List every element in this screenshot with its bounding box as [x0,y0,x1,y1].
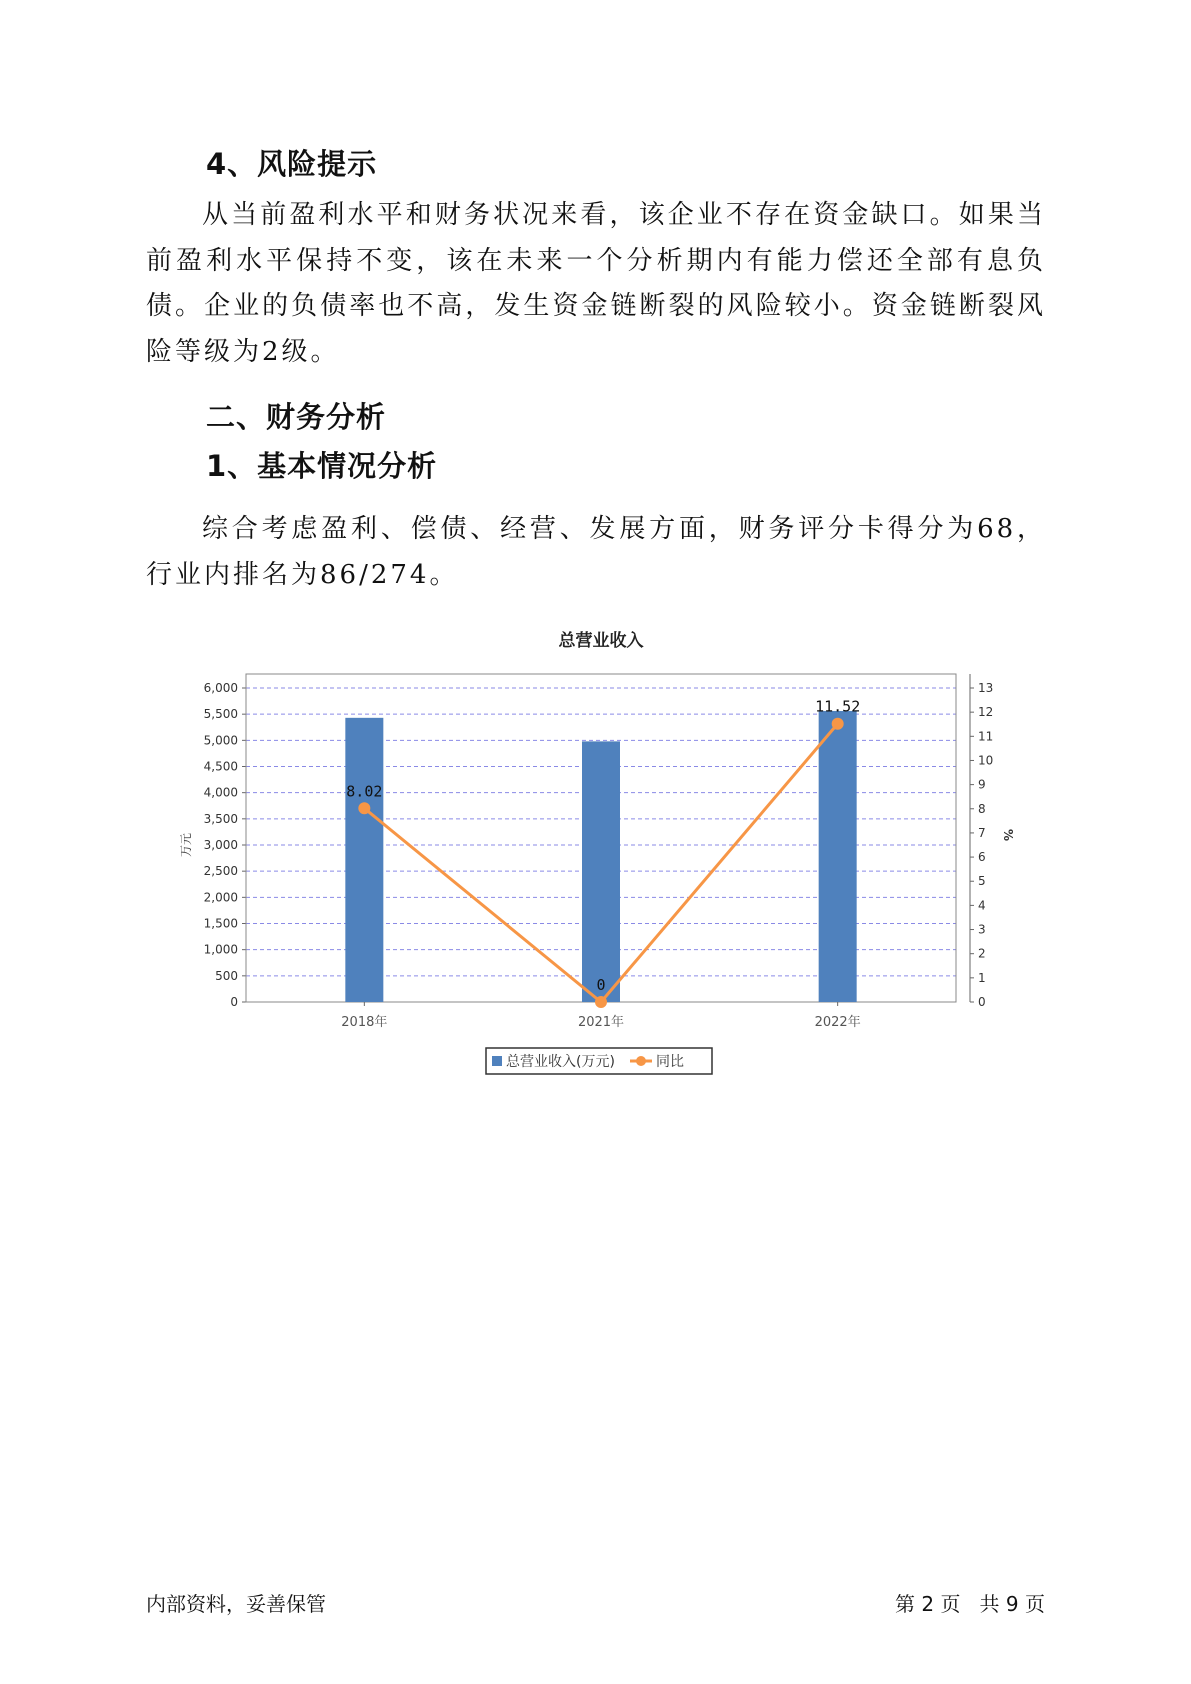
y-tick-label: 0 [230,995,238,1009]
legend-line-marker [636,1056,646,1066]
risk-paragraph: 从当前盈利水平和财务状况来看，该企业不存在资金缺口。如果当前盈利水平保持不变，该在未来一个分析期内有能力偿还全部有息负债。企业的负债率也不高，发生资金链断裂的风险较小。资金链断裂风险等级为2级。 [146,200,1046,367]
y-tick-label: 3,500 [203,811,238,826]
y-tick-label: 4,000 [203,785,238,800]
yoy-point [832,718,844,730]
footer-page-number: 第 2 页 共 9 页 [895,1592,1045,1616]
y-tick-label: 6,000 [203,681,238,695]
y-right-axis-title: % [1001,828,1015,842]
legend-line-label: 同比 [656,1054,684,1070]
y-axis-title: 万元 [179,832,193,858]
risk-heading: 4、风险提示 [206,147,378,181]
y-tick-label: 4,500 [203,759,238,774]
x-tick-label: 2018年 [341,1015,388,1030]
y-right-tick-label: 4 [978,898,986,913]
y-right-tick-label: 7 [978,825,986,840]
yoy-point [358,802,370,814]
y-right-tick-label: 11 [978,729,994,744]
legend-bar-swatch [492,1056,502,1066]
y-tick-label: 1,000 [203,942,238,957]
y-tick-label: 5,000 [203,733,238,748]
y-right-tick-label: 8 [978,801,986,816]
revenue-bar [345,718,383,1002]
y-right-tick-label: 13 [978,681,994,695]
y-right-tick-label: 3 [978,922,986,937]
x-tick-label: 2022年 [814,1015,861,1030]
y-tick-label: 1,500 [203,916,238,931]
y-tick-label: 2,000 [203,890,238,905]
score-paragraph: 综合考虑盈利、偿债、经营、发展方面，财务评分卡得分为68，行业内排名为86/274。 [146,514,1046,590]
yoy-data-label: 11.52 [815,697,861,716]
finance-heading: 二、财务分析 [206,400,387,434]
y-right-tick-label: 5 [978,874,986,889]
y-right-tick-label: 9 [978,777,986,792]
y-right-tick-label: 2 [978,946,986,961]
y-right-tick-label: 10 [978,753,994,768]
y-tick-label: 3,000 [203,838,238,852]
revenue-bar [582,741,620,1002]
y-right-tick-label: 1 [978,970,986,985]
yoy-data-label: 8.02 [346,782,383,801]
y-tick-label: 5,500 [203,707,238,722]
y-right-tick-label: 6 [978,850,986,865]
y-right-tick-label: 0 [978,995,986,1009]
y-tick-label: 2,500 [203,864,238,879]
x-tick-label: 2021年 [577,1015,625,1030]
basic-analysis-heading: 1、基本情况分析 [206,449,438,483]
revenue-bar [819,711,857,1002]
chart-title: 总营业收入 [558,631,644,651]
y-tick-label: 500 [215,968,238,983]
yoy-point [595,996,607,1008]
legend-bar-label: 总营业收入(万元) [506,1054,615,1070]
yoy-data-label: 0 [596,976,606,994]
footer-confidential: 内部资料，妥善保管 [146,1592,326,1616]
y-right-tick-label: 12 [978,705,994,720]
